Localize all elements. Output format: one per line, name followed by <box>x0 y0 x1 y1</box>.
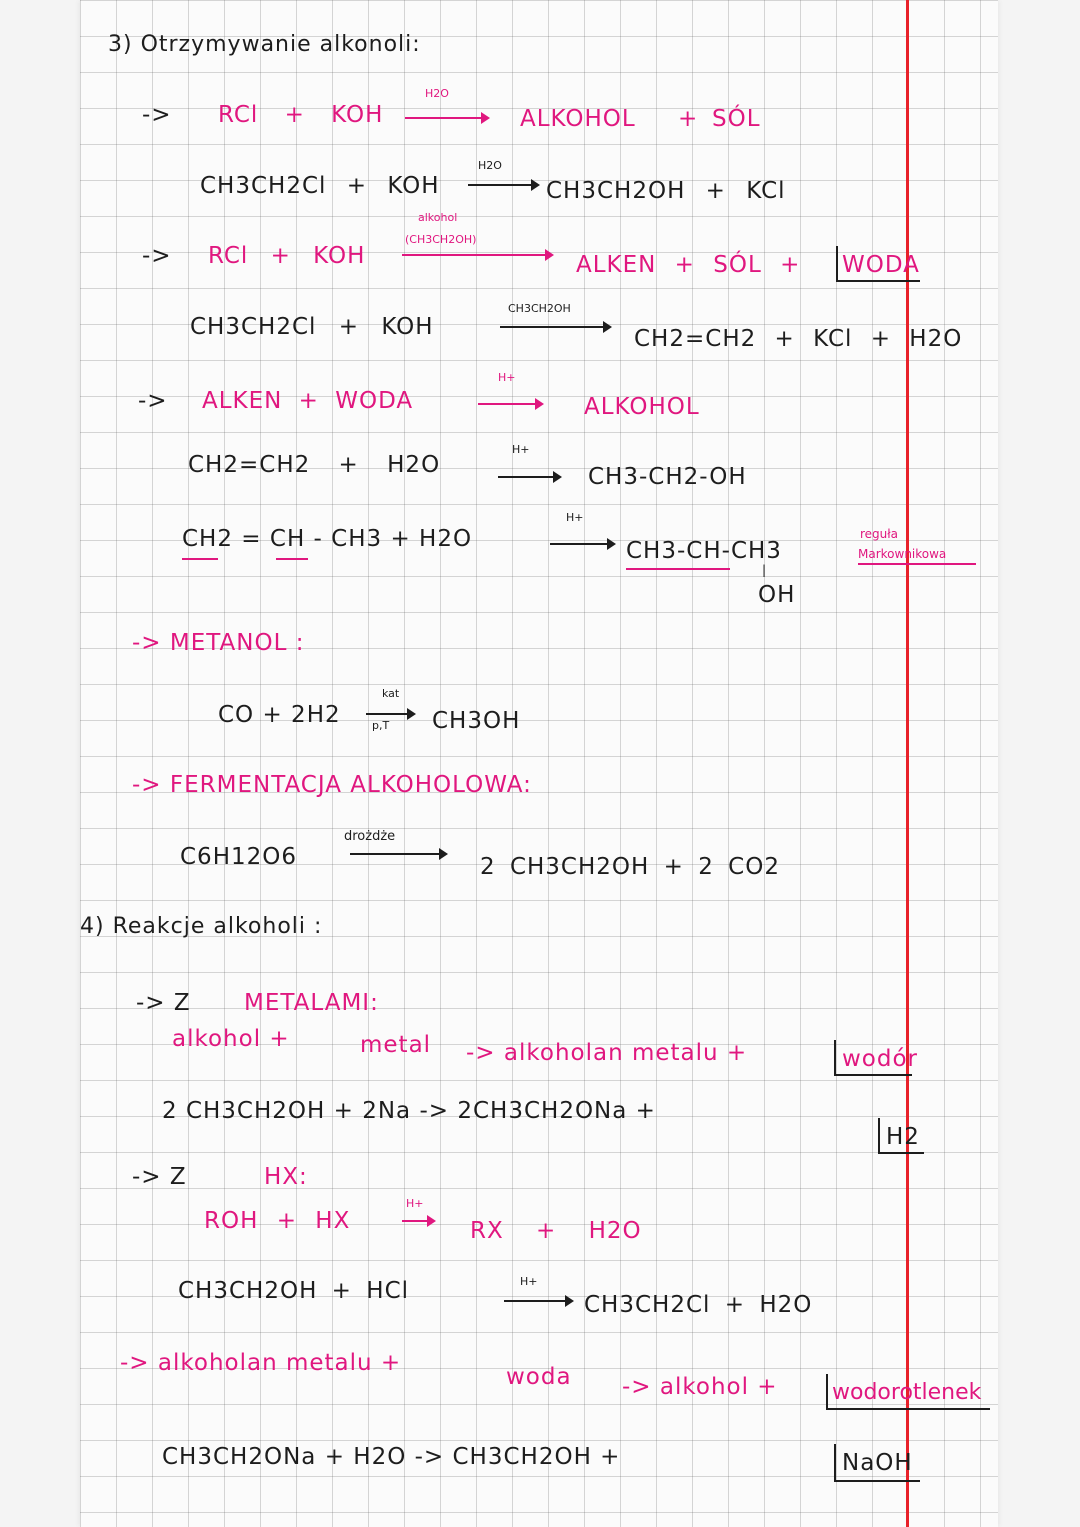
bullet-arrow: -> <box>142 243 172 269</box>
r3ex2-lhs: CH2 = CH - CH3 + H2O <box>182 526 473 552</box>
r1-cond: H2O <box>425 87 449 100</box>
r2-lhs: RCl + KOH <box>208 243 366 269</box>
r2-rhs: ALKEN + SÓL + <box>576 252 801 278</box>
hx-title: HX: <box>264 1164 308 1190</box>
reaction-arrow <box>366 713 414 715</box>
r1ex-lhs: CH3CH2Cl + KOH <box>200 173 440 199</box>
r2ex-rhs: CH2=CH2 + KCl + H2O <box>634 326 963 352</box>
metanol-rhs: CH3OH <box>432 708 521 734</box>
metanol-cond-top: kat <box>382 687 400 700</box>
r3-cond: H+ <box>498 371 516 384</box>
hx-gen-rhs: RX + H2O <box>470 1218 642 1244</box>
r2ex-lhs: CH3CH2Cl + KOH <box>190 314 434 340</box>
section-3-title: 3) Otrzymywanie alkonoli: <box>108 32 421 57</box>
r2-cond-bottom: (CH3CH2OH) <box>405 233 477 246</box>
hydro-ex: CH3CH2ONa + H2O -> CH3CH2OH + <box>162 1444 621 1470</box>
highlight-box <box>878 1118 924 1154</box>
r1-plus: + <box>678 106 699 132</box>
r3-lhs: ALKEN + WODA <box>202 388 414 414</box>
reaction-arrow <box>478 403 542 405</box>
hx-arrow: -> Z <box>132 1164 187 1190</box>
bullet-arrow: -> <box>138 388 168 414</box>
r3ex1-rhs: CH3-CH2-OH <box>588 464 747 490</box>
metale-gen-a: alkohol + <box>172 1026 290 1052</box>
reaction-arrow <box>405 117 488 119</box>
note-rule: reguła <box>860 527 899 541</box>
reaction-arrow <box>468 184 538 186</box>
metale-ex-box: H2 <box>886 1124 920 1150</box>
r1-lhs: RCl + KOH <box>218 102 384 128</box>
metanol-cond-bottom: p,T <box>372 719 390 732</box>
r1-rhs-a: ALKOHOL <box>520 106 636 132</box>
metanol-title: -> METANOL : <box>132 630 305 656</box>
highlight-box <box>834 1040 912 1076</box>
r3ex2-oh: OH <box>758 582 796 608</box>
reaction-arrow <box>498 476 560 478</box>
reaction-arrow <box>402 1220 434 1222</box>
r3ex1-cond: H+ <box>512 443 530 456</box>
r1ex-rhs: CH3CH2OH + KCl <box>546 178 786 204</box>
hydro-gen-c: -> alkohol + <box>622 1374 778 1400</box>
metale-ex: 2 CH3CH2OH + 2Na -> 2CH3CH2ONa + <box>162 1098 656 1124</box>
r3-rhs: ALKOHOL <box>584 394 700 420</box>
underline <box>182 558 218 560</box>
hydro-ex-box: NaOH <box>842 1450 913 1476</box>
ferm-lhs: C6H12O6 <box>180 844 297 870</box>
hx-ex-rhs: CH3CH2Cl + H2O <box>584 1292 813 1318</box>
metale-gen-c: -> alkoholan metalu + <box>466 1040 748 1066</box>
r3ex2-rhs: CH3-CH-CH3 <box>626 538 782 564</box>
reaction-arrow <box>550 543 614 545</box>
reaction-arrow <box>504 1300 572 1302</box>
margin-line <box>906 0 909 1527</box>
note-markovnikov: Markownikowa <box>858 547 947 561</box>
hydro-gen-a: -> alkoholan metalu + <box>120 1350 402 1376</box>
r2-cond-top: alkohol <box>418 211 458 224</box>
highlight-box <box>836 246 920 282</box>
ferm-rhs: 2 CH3CH2OH + 2 CO2 <box>480 854 780 880</box>
bullet-arrow: -> <box>142 102 172 128</box>
hx-ex-lhs: CH3CH2OH + HCl <box>178 1278 410 1304</box>
underline <box>626 568 730 570</box>
reaction-arrow <box>500 326 610 328</box>
r3ex1-lhs: CH2=CH2 + H2O <box>188 452 441 478</box>
r1ex-cond: H2O <box>478 159 502 172</box>
underline <box>858 563 976 565</box>
section-4-title: 4) Reakcje alkoholi : <box>80 914 323 939</box>
metale-arrow: -> Z <box>136 990 191 1016</box>
hx-cond: H+ <box>406 1197 424 1210</box>
notebook-page <box>80 0 998 1527</box>
ferm-title: -> FERMENTACJA ALKOHOLOWA: <box>132 772 532 798</box>
reaction-arrow <box>350 853 446 855</box>
r1-rhs-b: SÓL <box>712 106 761 132</box>
metanol-lhs: CO + 2H2 <box>218 702 341 728</box>
hx-ex-cond: H+ <box>520 1275 538 1288</box>
r2-rhs-box: WODA <box>842 252 920 278</box>
hydro-gen-box: wodorotlenek <box>832 1380 982 1405</box>
r2ex-cond: CH3CH2OH <box>508 302 571 315</box>
highlight-box <box>826 1374 990 1410</box>
hx-gen-lhs: ROH + HX <box>204 1208 351 1234</box>
highlight-box <box>834 1444 920 1482</box>
r3ex2-cond: H+ <box>566 511 584 524</box>
metale-gen-b: metal <box>360 1032 432 1058</box>
ferm-cond: drożdże <box>344 829 396 844</box>
reaction-arrow <box>402 254 552 256</box>
bond-mark: | <box>762 563 768 577</box>
metale-gen-box: wodór <box>842 1046 919 1072</box>
hydro-gen-b: woda <box>506 1364 572 1390</box>
underline <box>276 558 308 560</box>
metale-title: METALAMI: <box>244 990 379 1016</box>
